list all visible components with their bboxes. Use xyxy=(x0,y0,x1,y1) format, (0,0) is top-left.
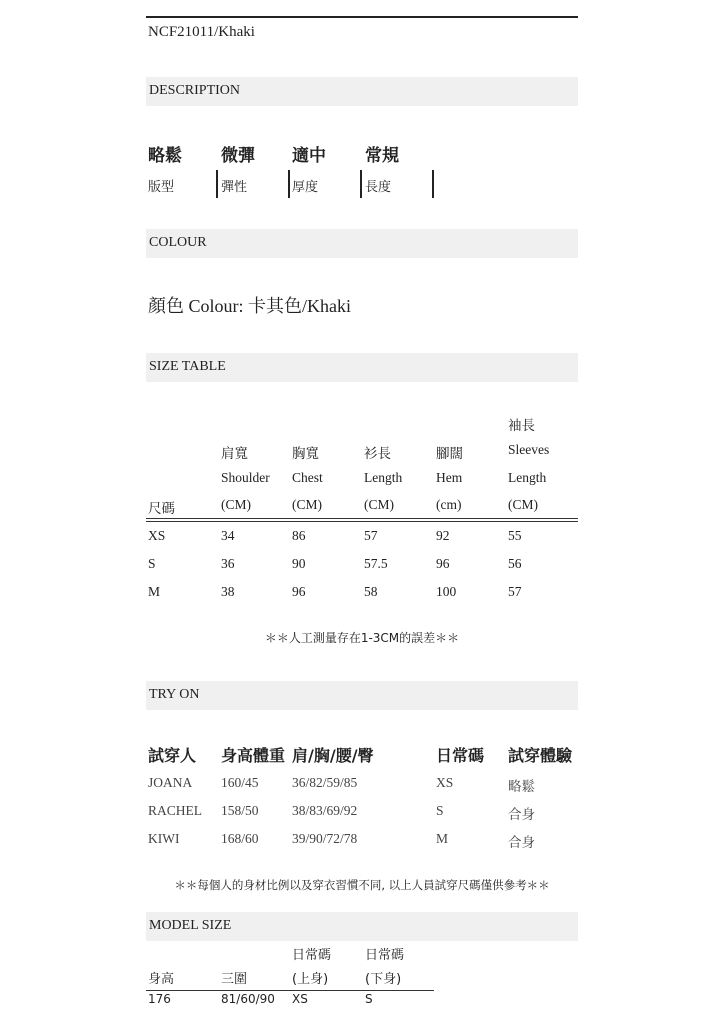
try-on-cell: 168/60 xyxy=(221,831,259,846)
try-on-cell: 合身 xyxy=(508,835,535,851)
size-cell: M xyxy=(148,584,161,599)
size-header-cell: Hem xyxy=(436,470,463,485)
section-header-description: DESCRIPTION xyxy=(146,77,578,106)
model-header-cell: 日常碼 xyxy=(365,948,405,963)
try-on-cell: 合身 xyxy=(508,807,535,823)
size-header-cell: 肩寬 xyxy=(221,446,248,462)
try-on-cell: M xyxy=(436,831,449,846)
try-on-cell: 略鬆 xyxy=(508,779,535,795)
try-on-cell: RACHEL xyxy=(148,803,202,818)
size-header-cell: 腳闊 xyxy=(436,446,463,462)
try-on-cell: JOANA xyxy=(148,775,193,790)
table-rule xyxy=(146,518,578,519)
section-header-try-on: TRY ON xyxy=(146,681,578,710)
size-cell: 38 xyxy=(221,584,235,599)
size-header-cell: 衫長 xyxy=(364,446,391,462)
size-note: ＊＊人工測量存在1-3CM的誤差＊＊ xyxy=(264,631,460,645)
product-sku: NCF21011/Khaki xyxy=(148,24,255,40)
size-cell: 57 xyxy=(508,584,522,599)
try-on-header: 肩/胸/腰/臀 xyxy=(292,746,374,765)
size-cell: 96 xyxy=(436,556,450,571)
model-table-rule xyxy=(146,990,434,991)
size-cell: 86 xyxy=(292,528,306,543)
divider xyxy=(432,170,434,198)
try-on-cell: 160/45 xyxy=(221,775,259,790)
size-cell: 100 xyxy=(436,584,457,599)
model-cell: S xyxy=(365,992,373,1006)
size-header-cell: (CM) xyxy=(221,497,251,512)
try-on-header: 試穿人 xyxy=(148,746,197,765)
size-header-cell: Length xyxy=(508,470,547,485)
size-header-cell: (CM) xyxy=(364,497,394,512)
try-on-cell: 158/50 xyxy=(221,803,259,818)
size-cell: 92 xyxy=(436,528,450,543)
model-header-cell: 三圍 xyxy=(221,972,248,987)
length-value: 常規 xyxy=(365,146,399,166)
stretch-label: 彈性 xyxy=(221,180,248,195)
size-header-cell: Shoulder xyxy=(221,470,270,485)
model-header-cell: (上身) xyxy=(292,972,329,987)
thickness-label: 厚度 xyxy=(292,180,319,195)
try-on-cell: 38/83/69/92 xyxy=(292,803,358,818)
size-cell: 96 xyxy=(292,584,306,599)
size-cell: 56 xyxy=(508,556,522,571)
size-header-cell: Chest xyxy=(292,470,323,485)
try-on-cell: 36/82/59/85 xyxy=(292,775,358,790)
section-header-size-table: SIZE TABLE xyxy=(146,353,578,382)
top-rule xyxy=(146,16,578,18)
model-cell: 176 xyxy=(148,992,171,1006)
try-on-cell: 39/90/72/78 xyxy=(292,831,358,846)
size-cell: 58 xyxy=(364,584,378,599)
size-header-cell: 袖長 xyxy=(508,418,535,434)
size-header-cell: (CM) xyxy=(292,497,322,512)
model-header-cell: 日常碼 xyxy=(292,948,332,963)
try-on-cell: XS xyxy=(436,775,454,790)
size-cell: 90 xyxy=(292,556,306,571)
section-header-model-size: MODEL SIZE xyxy=(146,912,578,941)
divider xyxy=(360,170,362,198)
fit-label: 版型 xyxy=(148,180,175,195)
size-cell: 57.5 xyxy=(364,556,388,571)
size-cell: XS xyxy=(148,528,166,543)
model-cell: XS xyxy=(292,992,308,1006)
try-on-header: 試穿體驗 xyxy=(508,746,573,765)
size-header-cell: (CM) xyxy=(508,497,538,512)
thickness-value: 適中 xyxy=(292,146,326,166)
length-label: 長度 xyxy=(365,180,392,195)
try-on-cell: KIWI xyxy=(148,831,180,846)
model-cell: 81/60/90 xyxy=(221,992,275,1006)
size-header-cell: 胸寬 xyxy=(292,446,319,462)
try-on-header: 日常碼 xyxy=(436,746,485,765)
size-header-cell: 尺碼 xyxy=(148,501,175,517)
size-header-cell: (cm) xyxy=(436,497,462,512)
size-cell: S xyxy=(148,556,156,571)
colour-text: 顏色 Colour: 卡其色/Khaki xyxy=(148,296,351,316)
model-header-cell: 身高 xyxy=(148,972,175,987)
stretch-value: 微彈 xyxy=(221,146,255,166)
model-header-cell: (下身) xyxy=(365,972,402,987)
size-cell: 55 xyxy=(508,528,522,543)
size-header-cell: Sleeves xyxy=(508,442,550,457)
try-on-header: 身高體重 xyxy=(221,746,286,765)
section-header-colour: COLOUR xyxy=(146,229,578,258)
divider xyxy=(216,170,218,198)
try-on-note: ＊＊每個人的身材比例以及穿衣習慣不同, 以上人員試穿尺碼僅供參考＊＊ xyxy=(174,878,550,892)
size-cell: 57 xyxy=(364,528,378,543)
table-rule xyxy=(146,521,578,522)
size-header-cell: Length xyxy=(364,470,403,485)
try-on-cell: S xyxy=(436,803,444,818)
divider xyxy=(288,170,290,198)
size-cell: 36 xyxy=(221,556,235,571)
fit-value: 略鬆 xyxy=(148,146,182,166)
size-cell: 34 xyxy=(221,528,235,543)
